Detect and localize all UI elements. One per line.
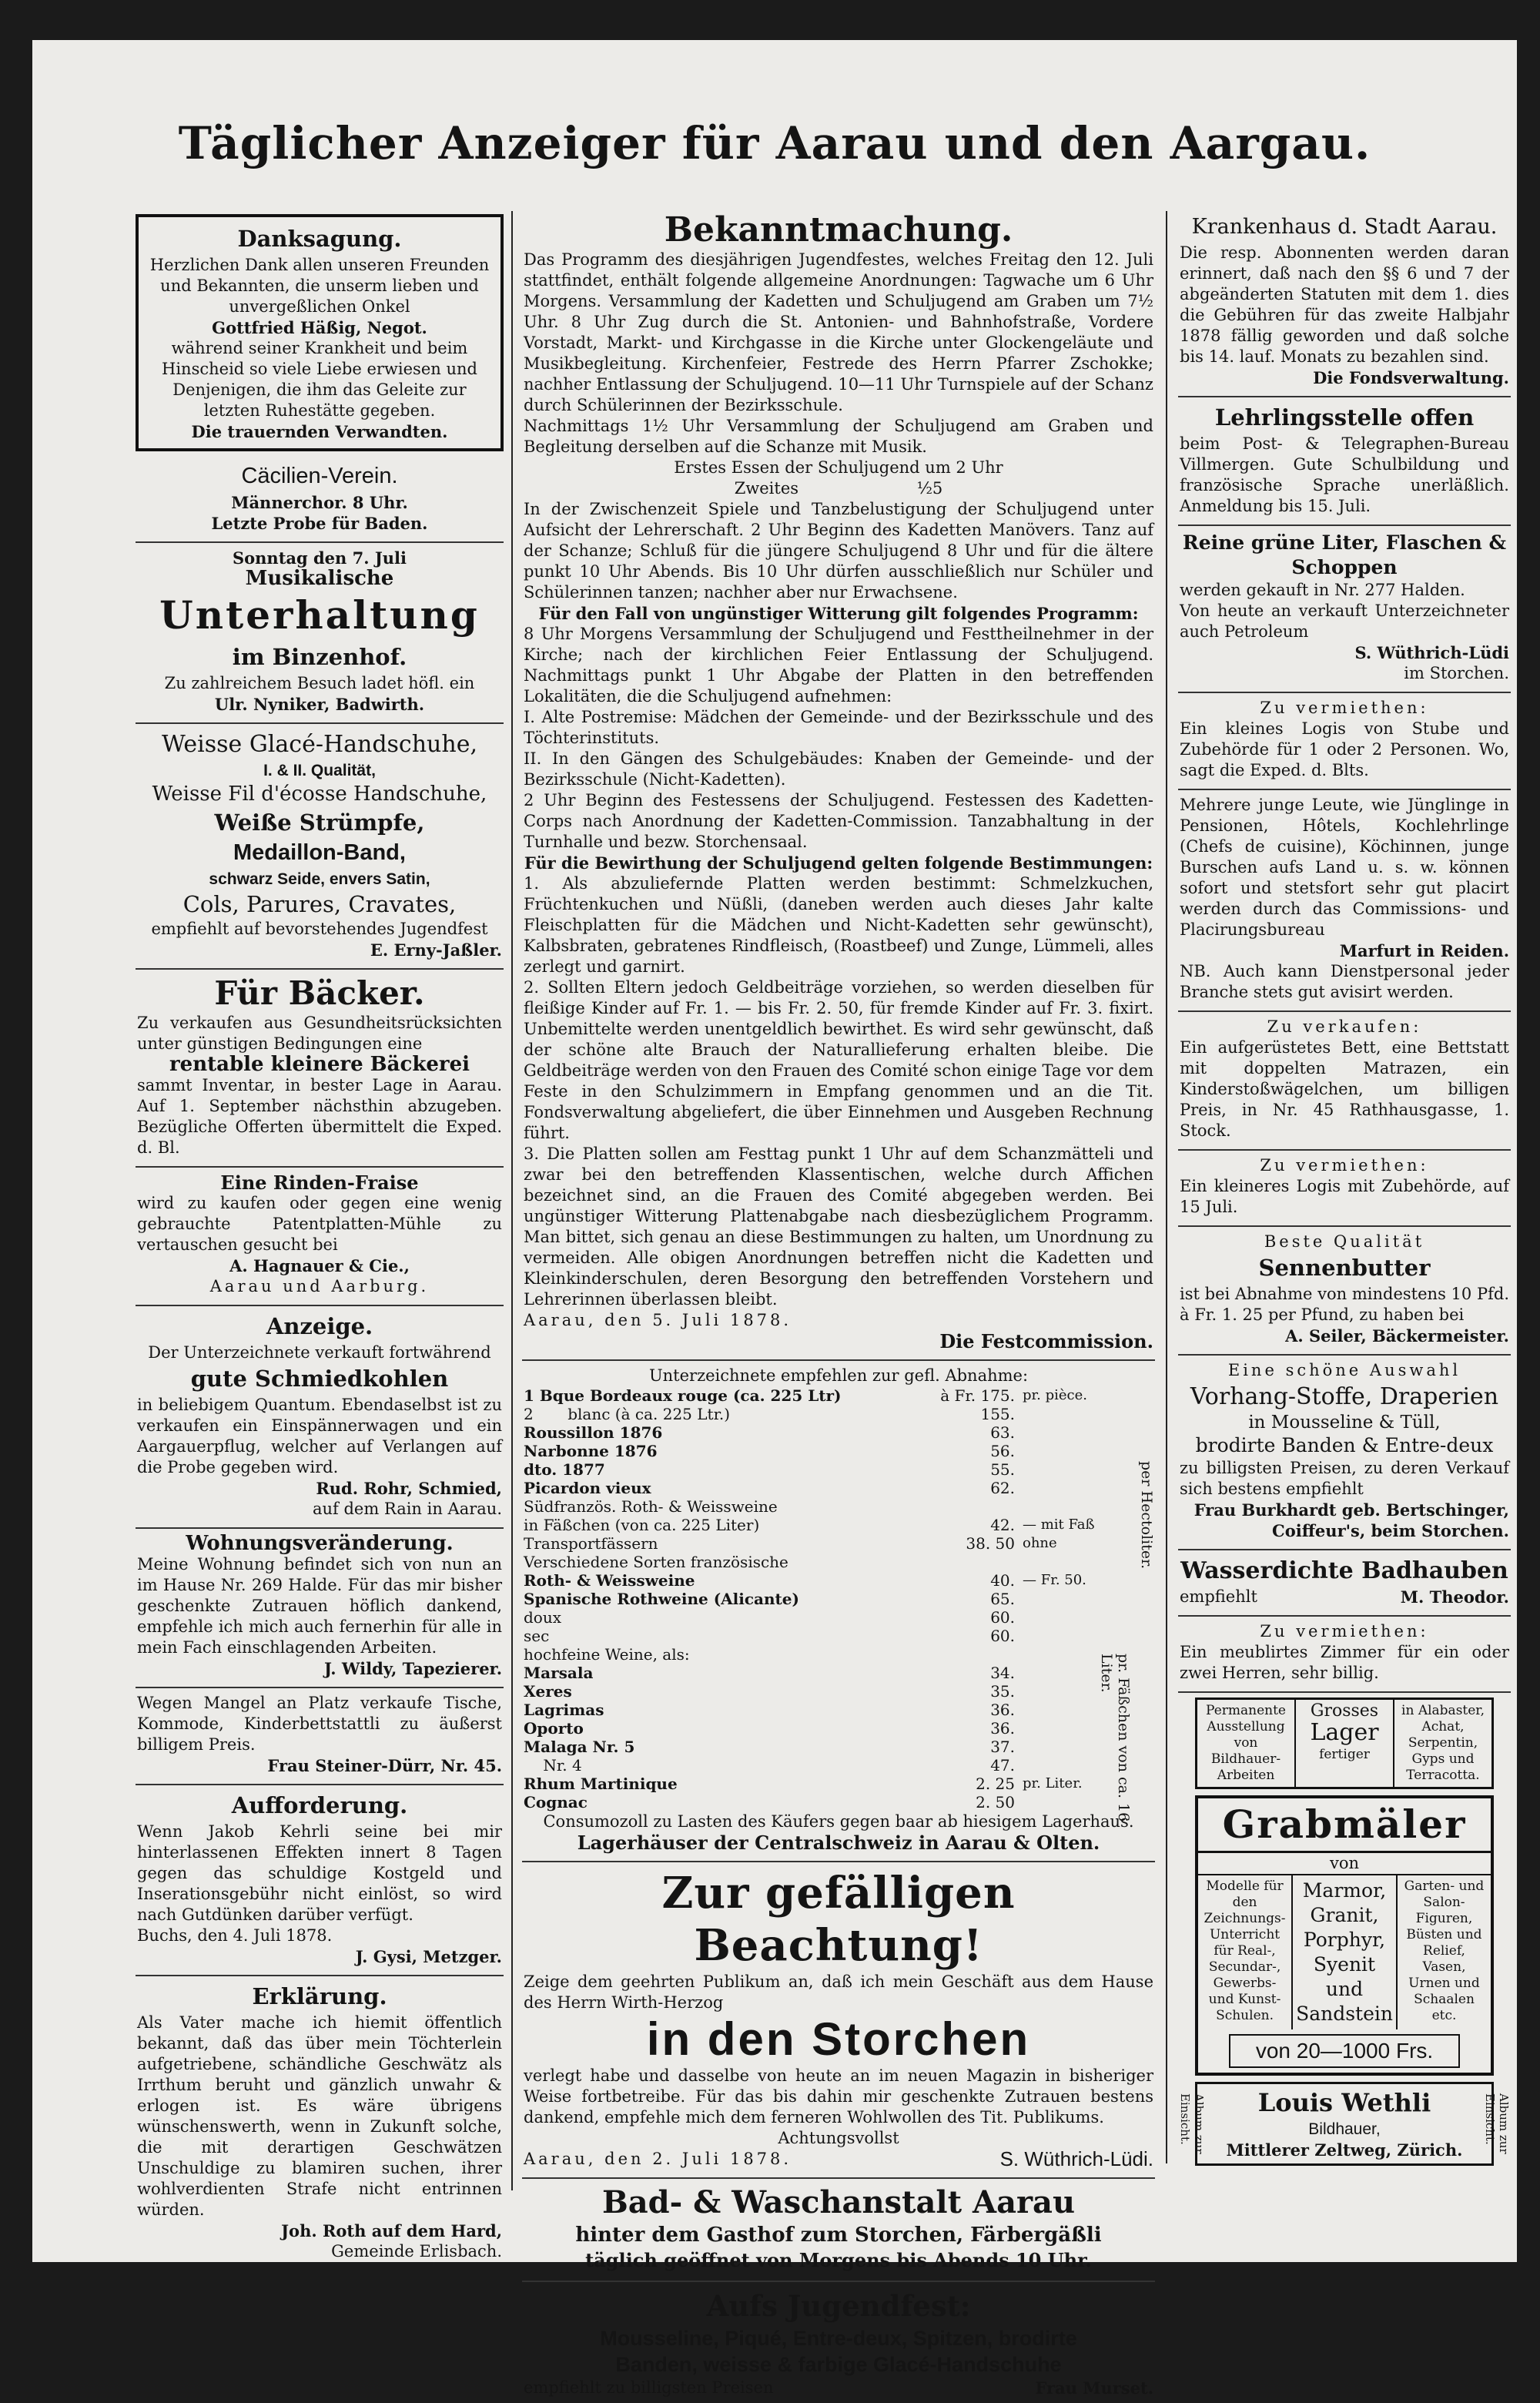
wine-name: Rhum Martinique: [524, 1775, 678, 1793]
ad-krankenhaus: [1178, 213, 1511, 397]
ad-body: Ein aufgerüstetes Bett, eine Bettstatt mit doppelten Matrazen, ein Kinderstoßwägelchen, um billigen Preis, in Nr. 45 Rathhausgasse, 1. Stock.: [1180, 1038, 1509, 1140]
ad-signature: Joh. Roth auf dem Hard,: [281, 2221, 502, 2240]
ad-signature: M. Theodor.: [1400, 1587, 1509, 1607]
ad-signature: J. Wildy, Tapezierer.: [324, 1659, 502, 1678]
ad-title: Zu verkaufen:: [1267, 1017, 1422, 1036]
wine-name: Südfranzös. Roth- & Weissweine: [524, 1497, 778, 1516]
ad-zimmer: [1178, 1617, 1511, 1693]
wine-row: [524, 1793, 1153, 1811]
wine-price: 37.: [990, 1738, 1015, 1756]
wine-name: doux: [524, 1608, 562, 1627]
ad-body: 8 Uhr Morgens Versammlung der Schuljugend und Festtheilnehmer in der Kirche; nach der kirchlichen Feier Entlassung der Schuljugend. Nachmittags punkt 1 Uhr Abgabe der Platten in den betreffenden Lokalitäten, die die Schuljugend aufnehmen:: [524, 625, 1153, 705]
ad-lehrling: [1178, 397, 1511, 526]
ad-stellen: [1178, 790, 1511, 1012]
ad-signature: Marfurt in Reiden.: [1339, 941, 1509, 960]
wine-price: 56.: [990, 1442, 1015, 1460]
ad-wohnung: [136, 1529, 504, 1688]
wine-note: [1015, 1738, 1153, 1756]
wine-row: [524, 1738, 1153, 1756]
side-note: Album zur Einsicht.: [1178, 2093, 1206, 2154]
wine-row: [524, 1664, 1153, 1682]
maker-job: Bildhauer,: [1308, 2120, 1381, 2138]
wine-note: pr. pièce.: [1023, 1387, 1087, 1403]
ad-title: Cäcilien-Verein.: [241, 464, 398, 488]
wine-name: dto. 1877: [524, 1460, 605, 1479]
ad-signature: S. Wüthrich-Lüdi: [1354, 643, 1509, 662]
ad-anzeige: [136, 1306, 504, 1529]
wine-price: [930, 1497, 1015, 1516]
grab-detail-middle: Marmor, Granit, Porphyr, Syenit und Sandstein: [1291, 1875, 1396, 2029]
ad-wine-list: [522, 1361, 1155, 1862]
ad-body: Erstes Essen der Schuljugend um 2 Uhr: [674, 458, 1003, 477]
wine-price: 47.: [990, 1756, 1015, 1775]
wine-note: [1015, 1590, 1153, 1608]
ad-intro: Unterzeichnete empfehlen zur gefl. Abnahme:: [648, 1366, 1029, 1385]
grab-box-middle: [1294, 1700, 1393, 1787]
ad-body: 2. Sollten Eltern jedoch Geldbeiträge vorziehen, so werden dieselben für fleißige Kinder auf Fr. 1. — bis Fr. 2. 50, für fremde Kinder auf Fr. 3. fixirt. Unbemittelte werden unentgeldlich bewirthet. Es wird sehr gewünscht, daß der schöne alte Brauch der Naturallieferung erhalten bleibe. Die Geldbeiträge werden von den Frauen des Comité schon einige Tage vor dem Feste in den Schulzimmern in Empfang genommen und an die Tit. Fondsverwaltung abgeliefert, die über Einnehmen und Ausgeben Rechnung führt.: [524, 978, 1153, 1142]
ad-caecilien: [136, 456, 504, 543]
ad-grabmaeler: [1178, 1693, 1511, 2170]
wine-price: à Fr. 175.: [940, 1386, 1015, 1405]
wine-price: 36.: [990, 1719, 1015, 1738]
wine-row: [524, 1497, 1153, 1516]
wine-price-list: [524, 1386, 1153, 1811]
ad-body: rentable kleinere Bäckerei: [169, 1053, 470, 1076]
wine-row: [524, 1460, 1153, 1479]
ad-body: empfiehlt zu billigsten Preisen: [524, 2378, 774, 2397]
ad-body: Ein kleineres Logis mit Zubehörde, auf 15 Juli.: [1180, 1177, 1509, 1216]
wine-price: 60.: [990, 1608, 1015, 1627]
wine-note: ohne: [1023, 1535, 1057, 1551]
wine-row: [524, 1608, 1153, 1627]
ad-footer-row: [524, 2378, 1153, 2398]
ad-title: Zu vermiethen:: [1260, 1622, 1429, 1641]
grab-header-boxes: [1195, 1698, 1494, 1789]
wine-price: 42.: [990, 1516, 1015, 1534]
ad-body: Zweites ½5: [734, 479, 943, 498]
grab-box-right: in Alabaster, Achat, Serpentin, Gyps und Terracotta.: [1393, 1700, 1491, 1787]
maker-address: Mittlerer Zeltweg, Zürich.: [1226, 2140, 1463, 2160]
ad-butter: [1178, 1227, 1511, 1356]
ad-body: Mousseline, Piqué, Entre-deux, Spitzen, brodirte: [600, 2327, 1077, 2350]
grab-detail-boxes: [1198, 1874, 1491, 2029]
wine-row: [524, 1405, 1153, 1423]
ad-title: Weisse Glacé-Handschuhe,: [162, 731, 477, 758]
ad-signature: Lagerhäuser der Centralschweiz in Aarau & Olten.: [577, 1832, 1100, 1854]
wine-note: [1015, 1442, 1153, 1460]
ad-footer: Consumozoll zu Lasten des Käufers gegen baar ab hiesigem Lagerhaus.: [543, 1812, 1134, 1831]
ad-title: Sennenbutter: [1258, 1255, 1431, 1281]
wine-row: [524, 1719, 1153, 1738]
ad-body: Banden, weisse & farbige Glacé-Handschuhe: [615, 2353, 1062, 2376]
ad-body: Herzlichen Dank allen unseren Freunden und Bekannten, die unserm lieben und unvergeßlichen Onkel: [149, 256, 490, 316]
grab-von: von: [1329, 1854, 1360, 1872]
ad-body: In der Zwischenzeit Spiele und Tanzbelustigung der Schuljugend unter Aufsicht der Lehrerschaft. 2 Uhr Beginn des Kadetten Manövers. Tanz auf der Schanze; Schluß für die jüngere Schuljugend 8 Uhr und für die ältere punkt 10 Uhr Abends. Bis 10 Uhr dürfen ausschließlich nur Schüler und Schülerinnen tanzen; nachher aber nur Erwachsene.: [524, 500, 1153, 602]
ad-body: Nachmittags 1½ Uhr Versammlung der Schuljugend am Graben und Begleitung derselben auf die Schanze mit Musik.: [524, 417, 1153, 456]
wine-price: 2. 50: [976, 1793, 1015, 1811]
ad-signature: Frau Steiner-Dürr, Nr. 45.: [267, 1756, 502, 1775]
ad-body: Weisse Fil d'écosse Handschuhe,: [152, 783, 487, 806]
ad-body: Weiße Strümpfe,: [214, 809, 425, 836]
ad-body: Zeige dem geehrten Publikum an, daß ich mein Geschäft aus dem Hause des Herrn Wirth-Herzog: [524, 1972, 1153, 2012]
ad-baecker: [136, 970, 504, 1168]
wine-note: [1015, 1608, 1153, 1627]
ad-title: Bad- & Waschanstalt Aarau: [601, 2184, 1076, 2220]
ad-body: beim Post- & Telegraphen-Bureau Villmergen. Gute Schulbildung und französische Sprache unerläßlich. Anmeldung bis 15. Juli.: [1180, 434, 1509, 515]
ad-signature: S. Wüthrich-Lüdi.: [999, 2147, 1153, 2170]
ad-signature: J. Gysi, Metzger.: [355, 1947, 502, 1966]
ad-signature: E. Erny-Jaßler.: [370, 940, 502, 960]
wine-note: [1015, 1719, 1153, 1738]
ad-body: Von heute an verkauft Unterzeichneter auch Petroleum: [1180, 602, 1509, 641]
side-note: per Hectoliter.: [1138, 1461, 1155, 1570]
ad-body: wird zu kaufen oder gegen eine wenig gebrauchte Patentplatten-Mühle zu vertauschen gesucht bei: [137, 1194, 502, 1254]
wine-note: [1015, 1664, 1153, 1682]
ad-signature: im Storchen.: [1404, 664, 1509, 682]
wine-note: [1015, 1682, 1153, 1701]
ad-greeting: Achtungsvollst: [778, 2129, 899, 2147]
ad-date: Aarau, den 2. Juli 1878.: [524, 2150, 792, 2168]
ad-name: Gottfried Häßig, Negot.: [212, 318, 427, 337]
wine-price: [930, 1645, 1015, 1664]
ad-signature: Ulr. Nyniker, Badwirth.: [214, 695, 425, 714]
wine-price: [930, 1553, 1015, 1571]
ad-title: Zu vermiethen:: [1260, 699, 1429, 717]
ad-title: Vorhang-Stoffe, Draperien: [1190, 1383, 1499, 1410]
ad-body: ist bei Abnahme von mindestens 10 Pfd. à Fr. 1. 25 per Pfund, zu haben bei: [1180, 1285, 1509, 1324]
wine-name: 1 Bque Bordeaux rouge (ca. 225 Ltr): [524, 1386, 842, 1405]
wine-name: Cognac: [524, 1793, 588, 1811]
ad-title: Erklärung.: [252, 1983, 387, 2009]
ad-signature: Aarau und Aarburg.: [209, 1277, 430, 1295]
ad-title: Zu vermiethen:: [1260, 1156, 1429, 1175]
wine-row: [524, 1627, 1153, 1645]
masthead: Täglicher Anzeiger für Aarau und den Aargau.: [178, 117, 1371, 169]
ad-body: II. In den Gängen des Schulgebäudes: Knaben der Gemeinde- und der Bezirksschule (Nicht-Kadetten).: [524, 749, 1153, 789]
ad-platz: [136, 1688, 504, 1785]
ad-body: empfiehlt auf bevorstehendes Jugendfest: [151, 920, 488, 938]
ad-unterhaltung: [136, 543, 504, 724]
ad-body: empfiehlt: [1180, 1587, 1257, 1606]
wine-price: 63.: [990, 1423, 1015, 1442]
wine-name: Xeres: [524, 1682, 572, 1701]
wine-row: [524, 1682, 1153, 1701]
grab-maker: [1195, 2082, 1494, 2166]
ad-body: hinter dem Gasthof zum Storchen, Färbergäßli: [575, 2224, 1102, 2247]
ad-top: Eine schöne Auswahl: [1227, 1361, 1461, 1379]
grab-main: [1195, 1795, 1494, 2076]
ad-title: Für Bäcker.: [214, 974, 425, 1012]
wine-price: 40.: [990, 1571, 1015, 1590]
column-right: [1178, 211, 1511, 2160]
ad-body: in beliebigem Quantum. Ebendaselbst ist zu verkaufen ein Einspännerwagen und ein Aargauerpflug, welcher auf Verlangen auf die Probe gegeben wird.: [137, 1396, 502, 1476]
ad-title: Reine grüne Liter, Flaschen & Schoppen: [1182, 531, 1507, 578]
ad-body: sammt Inventar, in bester Lage in Aarau. Auf 1. September nächsthin abzugeben. Bezügliche Offerten übermittelt die Exped. d. Bl.: [137, 1076, 502, 1157]
ad-subhead: Für die Bewirthung der Schuljugend gelten folgende Bestimmungen:: [524, 853, 1153, 873]
wine-note: [1015, 1645, 1153, 1664]
wine-row: [524, 1571, 1153, 1590]
ad-badhauben: [1178, 1550, 1511, 1617]
wine-note: — Fr. 50.: [1023, 1572, 1086, 1588]
wine-row: [524, 1534, 1153, 1553]
wine-name: Marsala: [524, 1664, 594, 1682]
wine-name: Picardon vieux: [524, 1479, 651, 1497]
ad-body: Wenn Jakob Kehrli seine bei mir hinterlassenen Effekten innert 8 Tagen gegen das schuldige Kostgeld und Inserationsgebühr nicht einlöst, so wird nach Gutdünken darüber verfügt.: [137, 1822, 502, 1924]
wine-note: [1015, 1701, 1153, 1719]
ad-danksagung: [136, 214, 504, 451]
grab-detail-left: Modelle für den Zeichnungs-Unterricht für Real-, Secundar-, Gewerbs- und Kunst-Schulen.: [1204, 1878, 1286, 2023]
ad-beachtung: [522, 1862, 1155, 2179]
wine-note: [1015, 1405, 1153, 1423]
wine-note: [1015, 1627, 1153, 1645]
ad-body: Die resp. Abonnenten werden daran erinnert, daß nach den §§ 6 und 7 der abgeänderten Statuten mit dem 1. dies die Gebühren für das zweite Halbjahr 1878 fällig geworden und daß solche bis 14. lauf. Monats zu bezahlen sind.: [1180, 243, 1509, 366]
ad-body: Letzte Probe für Baden.: [211, 514, 428, 533]
wine-row: [524, 1553, 1153, 1571]
wine-row: [524, 1386, 1153, 1405]
ad-body: verlegt habe und dasselbe von heute an im neuen Magazin in bisheriger Weise fortbetreibe. Für das bis dahin mir geschenkte Zutrauen bestens dankend, empfehle mich dem ferneren Wohlwollen des Tit. Publikums.: [524, 2066, 1153, 2127]
ad-body: Mehrere junge Leute, wie Jünglinge in Pensionen, Hôtels, Kochlehrlinge (Chefs de cuisine), Köchinnen, junge Burschen aufs Land u. s. w. können sofort und stetsfort sehr gut placirt werden durch das Commissions- und Placirungsbureau: [1180, 796, 1509, 939]
ad-footer-row: [524, 2149, 1153, 2170]
column-middle: [522, 210, 1155, 2398]
wine-name: Transportfässern: [524, 1534, 658, 1553]
wine-price: 62.: [990, 1479, 1015, 1497]
ad-title: Bekanntmachung.: [664, 210, 1013, 250]
ad-title: Eine Rinden-Fraise: [220, 1171, 419, 1194]
wine-row: [524, 1775, 1153, 1793]
ad-body: Männerchor. 8 Uhr.: [231, 493, 408, 512]
grab-box-line: Lager: [1310, 1719, 1379, 1746]
side-note: pr. Fäßchen von ca. 16 Liter.: [1098, 1654, 1132, 1822]
grab-box-line: Grosses: [1310, 1701, 1379, 1721]
ad-jugendfest: [522, 2282, 1155, 2403]
ad-flaschen: [1178, 526, 1511, 693]
wine-row: [524, 1701, 1153, 1719]
wine-note: [1015, 1460, 1153, 1479]
wine-name: Oporto: [524, 1719, 584, 1738]
ad-title: Aufforderung.: [231, 1792, 408, 1818]
ad-signature: A. Seiler, Bäckermeister.: [1285, 1326, 1509, 1346]
ad-signature: Gemeinde Erlisbach.: [331, 2242, 502, 2261]
wine-price: 2. 25: [976, 1775, 1015, 1793]
wine-name: Roussillon 1876: [524, 1423, 663, 1442]
wine-name: in Fäßchen (von ca. 225 Liter): [524, 1516, 760, 1534]
ad-body: 2 Uhr Beginn des Festessens der Schuljugend. Festessen des Kadetten-Corps nach Anordnung der Kadetten-Commission. Tanzabhaltung in der Turnhalle und bezw. Storchensaal.: [524, 791, 1153, 851]
ad-title: Wasserdichte Badhauben: [1180, 1557, 1508, 1584]
ad-bekanntmachung: [522, 210, 1155, 1361]
ad-body: Meine Wohnung befindet sich von nun an im Hause Nr. 269 Halde. Für das mir bisher geschenkte Zutrauen höflich dankend, empfehle ich mich auch fernerhin für alle in mein Fach einschlagenden Arbeiten.: [137, 1555, 502, 1657]
wine-name: Verschiedene Sorten französische: [524, 1553, 788, 1571]
ad-date: Buchs, den 4. Juli 1878.: [137, 1926, 333, 1945]
ad-body: Cols, Parures, Cravates,: [182, 891, 457, 917]
ad-title: Aufs Jugendfest:: [706, 2289, 971, 2323]
ad-signature: A. Hagnauer & Cie.,: [229, 1256, 410, 1275]
ad-signature: Rud. Rohr, Schmied,: [316, 1479, 502, 1498]
ad-title: Danksagung.: [237, 226, 402, 252]
ad-footer-row: [1180, 1587, 1509, 1607]
ad-body: täglich geöffnet von Morgens bis Abends 10 Uhr.: [585, 2249, 1092, 2271]
wine-note: [1015, 1479, 1153, 1497]
grab-price: von 20—1000 Frs.: [1229, 2034, 1460, 2068]
side-note: Album zur Einsicht.: [1483, 2093, 1511, 2154]
ad-body: I. Alte Postremise: Mädchen der Gemeinde- und der Bezirksschule und des Töchterinstituts.: [524, 708, 1153, 747]
ad-body: Ein kleines Logis von Stube und Zubehörde für 1 oder 2 Personen. Wo, sagt die Exped. d. Blts.: [1180, 719, 1509, 779]
ad-kind: Musikalische: [245, 567, 394, 590]
ad-body: schwarz Seide, envers Satin,: [209, 870, 430, 888]
ad-body: Zu verkaufen aus Gesundheitsrücksichten unter günstigen Bedingungen eine: [137, 1014, 502, 1053]
ad-highlight: in den Storchen: [646, 2013, 1031, 2065]
wine-name: sec: [524, 1627, 550, 1645]
ad-title: Krankenhaus d. Stadt Aarau.: [1191, 215, 1498, 239]
ad-body: Medaillon-Band,: [233, 840, 406, 865]
wine-price: 35.: [990, 1682, 1015, 1701]
wine-name: hochfeine Weine, als:: [524, 1645, 690, 1664]
ad-top: Beste Qualität: [1264, 1232, 1425, 1251]
ad-handschuhe: [136, 724, 504, 970]
wine-price: 55.: [990, 1460, 1015, 1479]
ad-place: im Binzenhof.: [232, 644, 407, 670]
wine-name: Lagrimas: [524, 1701, 604, 1719]
wine-note: [1015, 1497, 1153, 1516]
ad-logis: [1178, 693, 1511, 790]
ad-bad: [522, 2179, 1155, 2282]
ad-logis-2: [1178, 1151, 1511, 1227]
wine-price: 34.: [990, 1664, 1015, 1682]
wine-note: — mit Faß: [1023, 1517, 1095, 1533]
wine-row: [524, 1516, 1153, 1534]
wine-price: 65.: [990, 1590, 1015, 1608]
ad-body: Der Unterzeichnete verkauft fortwährend: [148, 1343, 491, 1362]
column-rule: [511, 211, 513, 2190]
ad-date: Aarau, den 5. Juli 1878.: [524, 1311, 792, 1329]
wine-note: [1015, 1423, 1153, 1442]
column-left: [136, 211, 504, 2261]
ad-title: Zur gefälligen Beachtung!: [661, 1868, 1016, 1971]
ad-body: gute Schmiedkohlen: [190, 1366, 449, 1392]
column-rule: [1166, 211, 1167, 2163]
ad-title: Lehrlingsstelle offen: [1214, 404, 1475, 431]
wine-name: Malaga Nr. 5: [524, 1738, 635, 1756]
wine-note: [1015, 1756, 1153, 1775]
wine-price: 155.: [980, 1405, 1015, 1423]
ad-fraise: [136, 1168, 504, 1306]
wine-row: [524, 1590, 1153, 1608]
ad-note: NB. Auch kann Dienstpersonal jeder Branche stets gut avisirt werden.: [1180, 962, 1509, 1001]
ad-title: Unterhaltung: [159, 592, 480, 638]
wine-row: [524, 1423, 1153, 1442]
ad-body: Das Programm des diesjährigen Jugendfestes, welches Freitag den 12. Juli stattfindet, enthält folgende allgemeine Anordnungen: Tagwache um 6 Uhr Morgens. Versammlung der Kadetten und Schuljugend am Graben um 7½ Uhr. 8 Uhr Zug durch die St. Antonien- und Bahnhofstraße, Vordere Vorstadt, Markt- und Kirchgasse in die Kirche unter Glockengeläute und Musikbegleitung. Kirchenfeier, Festrede des Herrn Pfarrer Zschokke; nachher Entlassung der Schuljugend. 10—11 Uhr Turnspiele auf der Schanz durch Schülerinnen der Bezirksschule.: [524, 250, 1153, 414]
ad-erklaerung: [136, 1976, 504, 2267]
maker-name: Louis Wethli: [1257, 2088, 1431, 2117]
ad-body: Wegen Mangel an Platz verkaufe Tische, Kommode, Kinderbettstattli zu äußerst billigem Preis.: [137, 1694, 502, 1754]
ad-vorhang: [1178, 1356, 1511, 1550]
newspaper-page: [32, 40, 1517, 2398]
wine-name: Spanische Rothweine (Alicante): [524, 1590, 799, 1608]
ad-signature: Die Fondsverwaltung.: [1313, 368, 1509, 387]
wine-price: 38. 50: [966, 1534, 1015, 1553]
ad-body: werden gekauft in Nr. 277 Halden.: [1180, 581, 1465, 599]
ad-signature: Frau Murset.: [1035, 2378, 1153, 2398]
ad-body: brodirte Banden & Entre-deux: [1195, 1434, 1494, 1456]
ad-body: während seiner Krankheit und beim Hinscheid so viele Liebe erwiesen und Denjenigen, die ihm das Geleite zur letzten Ruhestätte gegeben.: [162, 339, 477, 420]
ad-signature: Die Festcommission.: [939, 1330, 1153, 1352]
wine-note: pr. Liter.: [1023, 1775, 1083, 1791]
ad-date: Sonntag den 7. Juli: [232, 548, 407, 568]
wine-name: Roth- & Weissweine: [524, 1571, 695, 1590]
wine-row: [524, 1479, 1153, 1497]
ad-body: I. & II. Qualität,: [263, 762, 376, 779]
ad-body: in Mousseline & Tüll,: [1248, 1413, 1441, 1433]
wine-price: 36.: [990, 1701, 1015, 1719]
wine-row: [524, 1442, 1153, 1460]
ad-body: 1. Als abzuliefernde Platten werden bestimmt: Schmelzkuchen, Früchtenkuchen und Nüßli, (daneben werden auch dieses Jahr kalte Fleischplatten für die Mädchen und Nicht-Kadetten sehr gewünscht), Kalbsbraten, gebratenes Rindfleisch, (Roastbeef) und Zunge, Lümmeli, alles zerlegt und garnirt.: [524, 874, 1153, 976]
wine-note: [1015, 1793, 1153, 1811]
ad-aufforderung: [136, 1785, 504, 1976]
ad-body: 3. Die Platten sollen am Festtag punkt 1 Uhr auf dem Schanzmätteli und zwar bei den betreffenden Klassentischen, welche durch Affichen bezeichnet sind, an die Frauen des Comité abgegeben werden. Bei ungünstiger Witterung Plattenabgabe nach diesbezüglichem Programm. Man bittet, sich genau an diese Bestimmungen zu halten, um Unordnung zu vermeiden. Alle obigen Anordnungen betreffen nicht die Kadetten und Kleinkinderschulen, deren Besorgung den betreffenden Vorstehern und Lehrerinnen überlassen bleibt.: [524, 1145, 1153, 1309]
ad-bett: [1178, 1012, 1511, 1151]
wine-price: 60.: [990, 1627, 1015, 1645]
wine-row: [524, 1756, 1153, 1775]
ad-title: Grabmäler: [1198, 1798, 1491, 1853]
wine-row: [524, 1645, 1153, 1664]
grab-box-left: Permanente Ausstellung von Bildhauer-Arbeiten: [1206, 1703, 1286, 1783]
wine-name: Narbonne 1876: [524, 1442, 658, 1460]
ad-signature: Die trauernden Verwandten.: [191, 422, 448, 441]
wine-name: 2 blanc (à ca. 225 Ltr.): [524, 1405, 731, 1423]
wine-name: Nr. 4: [524, 1756, 582, 1775]
wine-note: [1015, 1553, 1153, 1571]
ad-title: Wohnungsveränderung.: [186, 1532, 454, 1555]
ad-body: Als Vater mache ich hiemit öffentlich bekannt, daß das über mein Töchterlein aufgetriebene, schändliche Geschwätz als Irrthum beruht und gänzlich unwahr & erlogen ist. Es wäre übrigens wünschenswerth, wenn in Zukunft solche, die mit derartigen Geschwätzen Unschuldige zu blamiren suchen, ihrer wohlverdienten Strafe nicht entrinnen würden.: [137, 2013, 502, 2219]
ad-body: Ein meublirtes Zimmer für ein oder zwei Herren, sehr billig.: [1180, 1643, 1509, 1682]
grab-box-line: fertiger: [1319, 1747, 1370, 1762]
ad-subhead: Für den Fall von ungünstiger Witterung gilt folgendes Programm:: [538, 604, 1139, 623]
ad-body: zu billigsten Preisen, zu deren Verkauf sich bestens empfiehlt: [1180, 1459, 1509, 1498]
ad-title: Anzeige.: [266, 1313, 373, 1339]
ad-signature: auf dem Rain in Aarau.: [312, 1500, 502, 1518]
ad-signature: Frau Burkhardt geb. Bertschinger, Coiffeur's, beim Storchen.: [1194, 1500, 1509, 1540]
ad-body: Zu zahlreichem Besuch ladet höfl. ein: [164, 674, 475, 692]
grab-detail-right: Garten- und Salon-Figuren, Büsten und Relief, Vasen, Urnen und Schaalen etc.: [1396, 1875, 1491, 2029]
